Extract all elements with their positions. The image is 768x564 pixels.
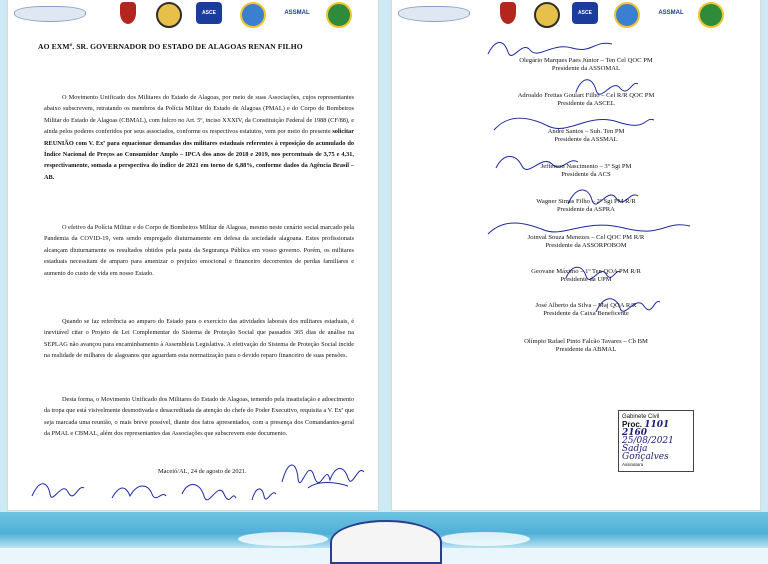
asce-logo-icon: ASCE [196, 2, 222, 24]
signatory-role: Presidente da ASPRA [557, 206, 615, 213]
round-seal-icon [156, 2, 182, 28]
paragraph-1 [44, 92, 354, 183]
star-badge-icon [614, 2, 640, 28]
signatory-9 [436, 338, 736, 354]
right-wing-decoration [440, 532, 530, 546]
signatory-role: Presidente da ASSORPOBOM [545, 242, 627, 249]
wings-emblem-icon [398, 6, 470, 22]
left-wing-decoration [238, 532, 328, 546]
paragraph-1-bold-demands: com V. Exª para equacionar demandas dos militares estaduais referentes à reposição do acumulado do Índice Nacional de Preços ao Consumidor Amplo – IPCA dos anos de 2018 e 2019, nos percentuais de 3,75 e 4,31, respectivamente, somada a perspectiva do índice de 2021 em torno de 6,88%, conforme dados da Agência Brasil – AB. [44, 139, 354, 181]
paragraph-3: Quando se faz referência ao amparo do Estado para o exercício das atividades laborais dos militares estaduais, é inevitável citar o Projeto de Lei Complementar do Sistema de Proteção Social que passados 365 dias de análise na SEPLAG não avançou para encaminhamento à Assembleia Legislativa. A efetivação do Sistema de Proteção Social incide na realidade de milhares de alagoanos que aguardam esta normatização para o devido reparo financeiro de suas pensões. [44, 318, 354, 360]
paragraph-1-bold-request: solicitar REUNIÃO [44, 128, 354, 147]
signatory-name: Geovane Máximo – 1º Ten QOA PM R/R [531, 268, 641, 275]
asce-logo-icon: ASCE [572, 2, 598, 24]
signatory-6 [436, 234, 736, 250]
signatory-7 [436, 268, 736, 284]
stamp-office: Gabinete Civil [622, 414, 660, 420]
signatory-8 [436, 302, 736, 318]
stamp-proc-label: Proc. [622, 420, 643, 429]
stamp-proc-number: 1101 2160 [622, 420, 670, 438]
header-logos [392, 1, 760, 27]
assomal-emblem-icon [330, 520, 442, 564]
document-page-1 [8, 0, 378, 510]
star-badge-icon [240, 2, 266, 28]
signatory-5 [436, 198, 736, 214]
addressee-heading: AO EXMº. SR. GOVERNADOR DO ESTADO DE ALAGOAS RENAN FILHO [38, 42, 303, 51]
signatory-role: Presidente da ASSMAL [554, 136, 618, 143]
paragraph-4: Desta forma, o Movimento Unificado dos Militares do Estado de Alagoas, temendo pela insatisfação e adoecimento da tropa que está visivelmente desmotivada e desacreditada da atenção do chefe do Poder Executivo, requisita a V. Exª que seja marcada uma reunião, o mais breve possível, diante dos fatos apresentados, com a presença dos Comandantes-geral da PMAL e CBMAL, além dos representantes das Associações que subscrevem este documento. [44, 396, 354, 438]
document-page-2 [392, 0, 760, 510]
signatory-3 [436, 128, 736, 144]
signatory-name: Jefferson Nascimento – 3º Sgt PM [540, 163, 632, 170]
protocol-stamp [618, 410, 694, 472]
header-logos [8, 1, 378, 27]
signatory-name: Adroaldo Freitas Goulart Filho – Cel R/R QOC PM [517, 92, 655, 99]
signature-graphic-5 [248, 480, 278, 506]
wings-emblem-icon [14, 6, 86, 22]
stamp-proc [622, 421, 690, 437]
shield-crest-icon [500, 2, 516, 24]
signatory-name: Joinval Souza Menezes – Cel QOC PM R/R [527, 234, 645, 241]
assmal-logo-icon: ASSMAL [658, 10, 684, 16]
signatory-role: Presidente da UPM [560, 276, 612, 283]
place-date: Maceió/AL, 24 de agosto de 2021. [158, 468, 247, 475]
signatory-name: Olegário Marques Paes Júnior – Ten Cel QOC PM [519, 57, 653, 64]
stamp-signature: Sadja Gonçalves [622, 444, 669, 462]
signatory-role: Presidente da ASCEL [557, 100, 615, 107]
signature-graphic-3 [108, 478, 168, 506]
signatory-name: Olímpio Rafael Pinto Falcão Tavares – Cb BM [524, 338, 648, 345]
assmal-logo-icon: ASSMAL [284, 10, 310, 16]
paragraph-1-text-a: O Movimento Unificado dos Militares do Estado de Alagoas, por meio de suas Associações, cujos representantes abaixo subscrevem, retratando os membros da Polícia Militar do Estado de Alagoas (PMAL) e do Corpo de Bombeiros Militar do Estado de Alagoas (CBMAL), com fulcro no Art. 5º, inciso XXXIV, da Constituição Federal de 1988 (CF/88), e ainda pelos poderes conferidos por seus associados, conforme os respectivos estatutos, vem por meio do presente [44, 94, 354, 136]
signature-graphic-4 [178, 476, 238, 506]
signature-graphic-2 [28, 474, 88, 504]
signatory-1 [436, 57, 736, 73]
paragraph-2: O efetivo da Polícia Militar e do Corpo de Bombeiros Militar de Alagoas, mesmo neste cenário social marcado pela Pandemia da COVID-19, vem sendo empregado diuturnamente em defesa da sociedade alagoana. Estes profissionais alcançam diuturnamente os resultados obtidos pela pasta da Segurança Pública em vosso governo. Porém, os militares estaduais necessitam de amparo para amenizar o prejuízo emocional e financeiro decorrentes de perdas familiares e aumento do custo de vida em nosso Estado. [44, 224, 354, 277]
signatory-name: José Alberto da Silva – Maj QOA R/R [535, 302, 637, 309]
stamp-footnote: Assinatura [622, 462, 644, 467]
round-seal-icon [534, 2, 560, 28]
signature-graphic-1 [278, 452, 368, 494]
signatory-role: Presidente da ACS [561, 171, 611, 178]
signatory-role: Presidente da ASSOMAL [551, 65, 621, 72]
stamp-date: 25/08/2021 [622, 436, 674, 446]
signatory-2 [436, 92, 736, 108]
green-seal-icon [326, 2, 352, 28]
signatory-name: Wagner Simas Filho – 2º Sgt PM R/R [536, 198, 636, 205]
signatory-role: Presidente da ABMAL [555, 346, 617, 353]
signatory-name: André Santos – Sub. Ten PM [547, 128, 625, 135]
green-seal-icon [698, 2, 724, 28]
shield-crest-icon [120, 2, 136, 24]
signatory-4 [436, 163, 736, 179]
signatory-role: Presidente da Caixa Beneficente [543, 310, 629, 317]
